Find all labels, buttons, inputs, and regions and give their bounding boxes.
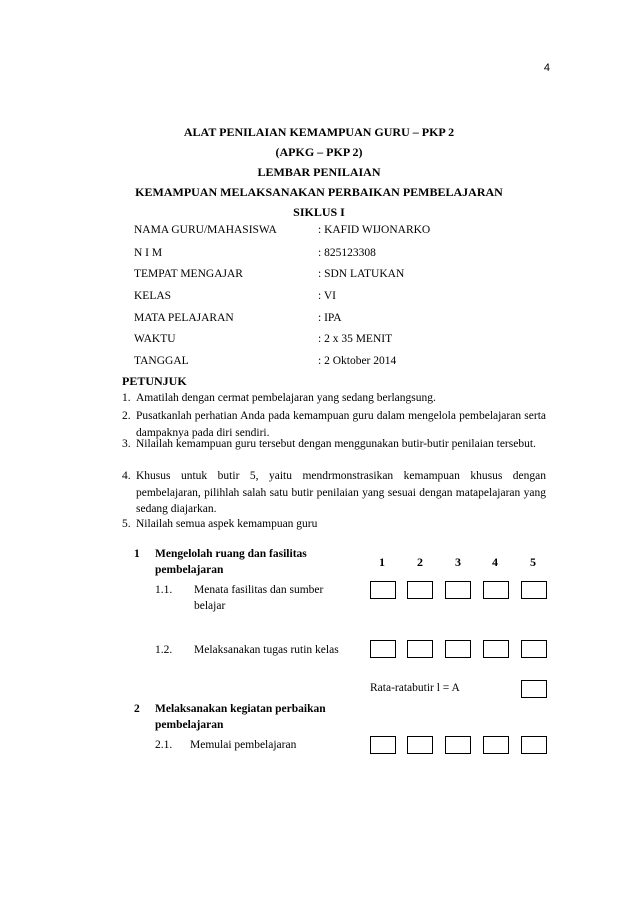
score-box-1-2-3[interactable] bbox=[445, 640, 471, 658]
info-value: : SDN LATUKAN bbox=[318, 268, 405, 280]
info-value: : KAFID WIJONARKO bbox=[318, 224, 431, 236]
section-title bbox=[155, 701, 326, 733]
score-box-1-1-5[interactable] bbox=[521, 581, 547, 599]
subitem-number: 1.1. bbox=[155, 584, 173, 596]
info-label: N I M bbox=[134, 247, 163, 259]
score-box-2-1-2[interactable] bbox=[407, 736, 433, 754]
info-label: TANGGAL bbox=[134, 355, 189, 367]
score-box-1-1-3[interactable] bbox=[445, 581, 471, 599]
info-label: TEMPAT MENGAJAR bbox=[134, 268, 243, 280]
instruction-number: 3. bbox=[122, 438, 131, 450]
score-box-1-2-1[interactable] bbox=[370, 640, 396, 658]
section-number: 1 bbox=[134, 548, 140, 560]
score-box-2-1-1[interactable] bbox=[370, 736, 396, 754]
sheet-title: LEMBAR PENILAIAN bbox=[257, 165, 381, 179]
score-box-2-1-5[interactable] bbox=[521, 736, 547, 754]
subitem-text-line: belajar bbox=[194, 600, 226, 612]
section-title-line: Melaksanakan kegiatan perbaikan bbox=[155, 703, 326, 715]
info-value: : 825123308 bbox=[318, 247, 376, 259]
score-box-1-1-2[interactable] bbox=[407, 581, 433, 599]
score-header-1: 1 bbox=[379, 555, 385, 569]
subitem-text: Melaksanakan tugas rutin kelas bbox=[194, 644, 339, 656]
instruction-item bbox=[122, 390, 546, 407]
section-title bbox=[155, 546, 307, 578]
score-header-4: 4 bbox=[492, 555, 498, 569]
instruction-text: Khusus untuk butir 5, yaitu mendrmonstrasikan kemampuan khusus dengan pembelajaran, pilihlah salah satu butir penilaian yang sesuai dengan matapelajaran yang sedang diajarkan. bbox=[136, 470, 546, 515]
info-label: MATA PELAJARAN bbox=[134, 312, 234, 324]
ability-title: KEMAMPUAN MELAKSANAKAN PERBAIKAN PEMBELAJARAN bbox=[135, 185, 503, 199]
instruction-item bbox=[122, 468, 546, 518]
subitem-text-line: Menata fasilitas dan sumber bbox=[194, 584, 324, 596]
info-value: : IPA bbox=[318, 312, 342, 324]
score-box-2-1-4[interactable] bbox=[483, 736, 509, 754]
score-header-2: 2 bbox=[417, 555, 423, 569]
score-box-2-1-3[interactable] bbox=[445, 736, 471, 754]
info-value: : VI bbox=[318, 290, 336, 302]
instruction-number: 1. bbox=[122, 392, 131, 404]
form-code: (APKG – PKP 2) bbox=[275, 145, 363, 159]
instruction-number: 2. bbox=[122, 410, 131, 422]
info-label: NAMA GURU/MAHASISWA bbox=[134, 224, 277, 236]
instruction-number: 5. bbox=[122, 518, 131, 530]
score-header-3: 3 bbox=[455, 555, 461, 569]
average-label: Rata-ratabutir l = A bbox=[370, 682, 460, 694]
score-box-1-2-4[interactable] bbox=[483, 640, 509, 658]
score-box-1-2-5[interactable] bbox=[521, 640, 547, 658]
info-label: WAKTU bbox=[134, 333, 176, 345]
subitem-text bbox=[194, 582, 323, 614]
instruction-text: Pusatkanlah perhatian Anda pada kemampuan guru dalam mengelola pembelajaran serta dampaknya pada diri sendiri. bbox=[136, 410, 546, 439]
section-title-line: pembelajaran bbox=[155, 719, 224, 731]
average-score-box[interactable] bbox=[521, 680, 547, 698]
section-title-line: pembelajaran bbox=[155, 564, 224, 576]
form-title: ALAT PENILAIAN KEMAMPUAN GURU – PKP 2 bbox=[183, 125, 455, 139]
instruction-item bbox=[122, 436, 546, 453]
page-number: 4 bbox=[543, 62, 550, 74]
subitem-number: 1.2. bbox=[155, 644, 173, 656]
instruction-number: 4. bbox=[122, 470, 131, 482]
score-box-1-1-4[interactable] bbox=[483, 581, 509, 599]
instruction-text: Amatilah dengan cermat pembelajaran yang sedang berlangsung. bbox=[136, 392, 436, 404]
instruction-item bbox=[122, 516, 546, 533]
instruction-text: Nilailah semua aspek kemampuan guru bbox=[136, 518, 318, 530]
info-value: : 2 x 35 MENIT bbox=[318, 333, 393, 345]
subitem-number: 2.1. bbox=[155, 739, 173, 751]
instruction-text: Nilailah kemampuan guru tersebut dengan menggunakan butir-butir penilaian tersebut. bbox=[136, 438, 536, 450]
subitem-text: Memulai pembelajaran bbox=[190, 739, 297, 751]
score-box-1-2-2[interactable] bbox=[407, 640, 433, 658]
instructions-title: PETUNJUK bbox=[122, 374, 187, 388]
section-number: 2 bbox=[134, 703, 140, 715]
score-header-5: 5 bbox=[530, 555, 536, 569]
section-title-line: Mengelolah ruang dan fasilitas bbox=[155, 548, 307, 560]
score-box-1-1-1[interactable] bbox=[370, 581, 396, 599]
cycle-title: SIKLUS I bbox=[293, 205, 345, 219]
info-label: KELAS bbox=[134, 290, 172, 302]
info-value: : 2 Oktober 2014 bbox=[318, 355, 397, 367]
